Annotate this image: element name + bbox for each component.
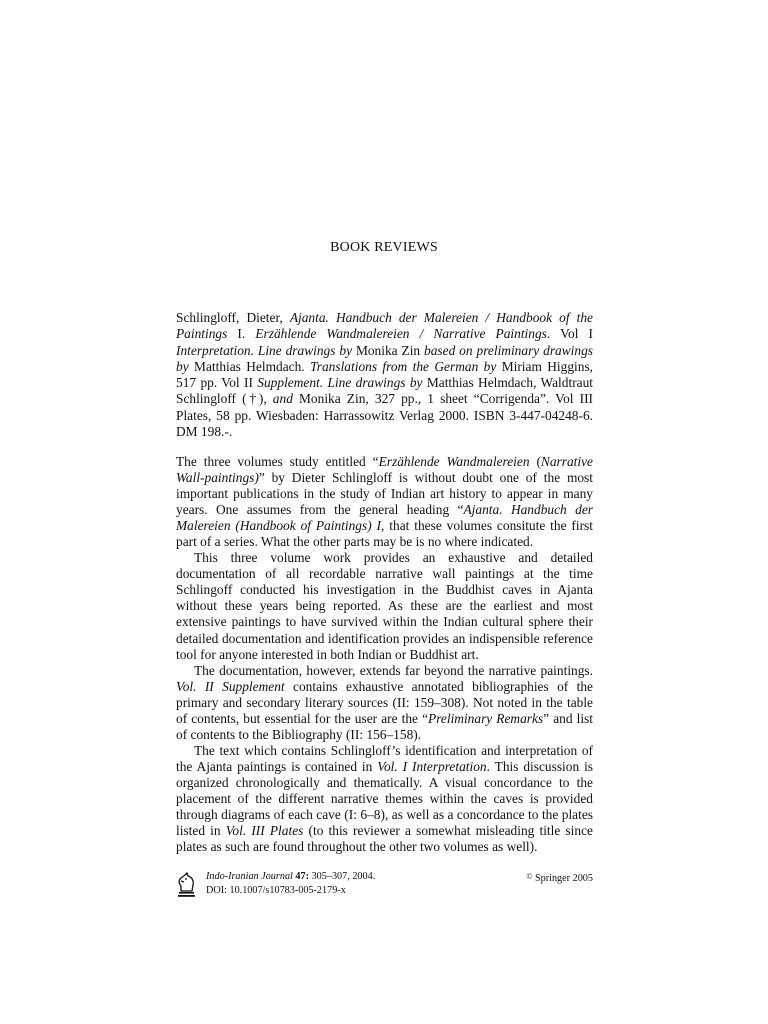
text-run: This three volume work provides an exhaustive and detailed documentation of all recordable narrative wall paintings at the time Schlingoff conducted his investigation in the Buddhist caves in Ajanta without these years being reported. As these are the earliest and most extensive paintings to have survived within the Indian cultural sphere their detailed documentation and identification provides an indispensible reference tool for anyone interested in both Indian or Buddhist art. <box>176 550 593 662</box>
book-citation <box>176 310 593 440</box>
italic-run: Narrative Wall-paintings) <box>176 454 593 486</box>
text-run: I. <box>227 326 256 342</box>
review-body <box>176 454 593 855</box>
section-heading: BOOK REVIEWS <box>330 240 438 255</box>
italic-run: Erzählende Wandmalereien / Narrative Paintings <box>255 326 547 342</box>
journal-citation <box>206 870 375 883</box>
publisher-name: Springer 2005 <box>534 873 593 884</box>
text-run: Schlingloff, Dieter, <box>176 310 290 325</box>
chess-knight-icon <box>176 872 198 898</box>
text-run: . This discussion is organized chronologically and thematically. A visual concordance to the placement of the different narrative themes within the caves is provided through diagrams of each cave (I: 6–8), as well as a concordance to the plates listed in <box>176 758 594 839</box>
italic-run: Preliminary Remarks <box>428 710 544 726</box>
text-run: . Vol I <box>546 326 593 342</box>
text-run: Monika Zin <box>352 342 425 358</box>
text-run: ” and list of contents to the Bibliography (II: 156–158). <box>176 710 593 742</box>
text-run: The text which contains Schlingloff’s identification and interpretation of the Ajanta paintings is contained in <box>176 742 593 774</box>
text-run: Matthias Helmdach, Waldtraut Schlingloff (†), <box>176 375 594 407</box>
text-run: ( <box>529 454 541 469</box>
paragraph-3 <box>176 663 593 743</box>
paragraph-2 <box>176 550 593 662</box>
copyright-notice <box>526 870 593 885</box>
italic-run: Ajanta. Handbuch der Malereien (Handbook of Paintings) I <box>176 502 593 534</box>
italic-run: Vol. III Plates <box>225 823 304 839</box>
text-run: The documentation, however, extends far beyond the narrative paintings. <box>194 662 593 678</box>
journal-pages-year: 305–307, 2004. <box>311 871 376 882</box>
text-run: Miriam Higgins, 517 pp. Vol II <box>176 358 594 391</box>
doi-line: DOI: 10.1007/s10783-005-2179-x <box>206 885 346 896</box>
italic-run: Vol. II Supplement <box>176 678 285 694</box>
text-run: ” by Dieter Schlingloff is without doubt one of the most important publications in the study of Indian art history to appear in many years. One assumes from the general heading “ <box>176 470 593 518</box>
text-run: (to this reviewer a somewhat misleading title since plates as such are found throughout the other two volumes as well). <box>176 823 593 855</box>
paragraph-1 <box>176 454 593 550</box>
journal-name: Indo-Iranian Journal <box>206 871 293 882</box>
italic-run: and <box>272 391 293 407</box>
italic-run: Interpretation. Line drawings by <box>176 342 353 358</box>
copyright-symbol: © <box>526 872 533 881</box>
text-run: The three volumes study entitled “ <box>176 454 379 469</box>
text-run: contains exhaustive annotated bibliographies of the primary and secondary literary sources (II: 159–308). Not noted in the table of contents, but essential for the user are the “ <box>176 678 593 726</box>
text-run: Monika Zin, 327 pp., 1 sheet “Corrigenda”. Vol III Plates, 58 pp. Wiesbaden: Harrassowitz Verlag 2000. ISBN 3-447-04248-6. DM 198.-. <box>176 391 593 440</box>
paragraph-4 <box>176 743 593 855</box>
italic-run: based on preliminary drawings by <box>176 342 593 374</box>
italic-run: Translations from the German by <box>310 358 497 374</box>
italic-run: Ajanta. Handbuch der Malereien / Handbook of the Paintings <box>176 310 593 342</box>
italic-run: Erzählende Wandmalereien <box>378 454 530 469</box>
journal-volume: 47: <box>295 871 310 882</box>
text-run: , that these volumes consitute the first part of a series. What the other parts may be is no where indicated. <box>176 518 593 550</box>
italic-run: Supplement. Line drawings by <box>257 375 423 391</box>
italic-run: Vol. I Interpretation <box>377 758 487 774</box>
text-run: Matthias Helmdach. <box>188 358 311 374</box>
